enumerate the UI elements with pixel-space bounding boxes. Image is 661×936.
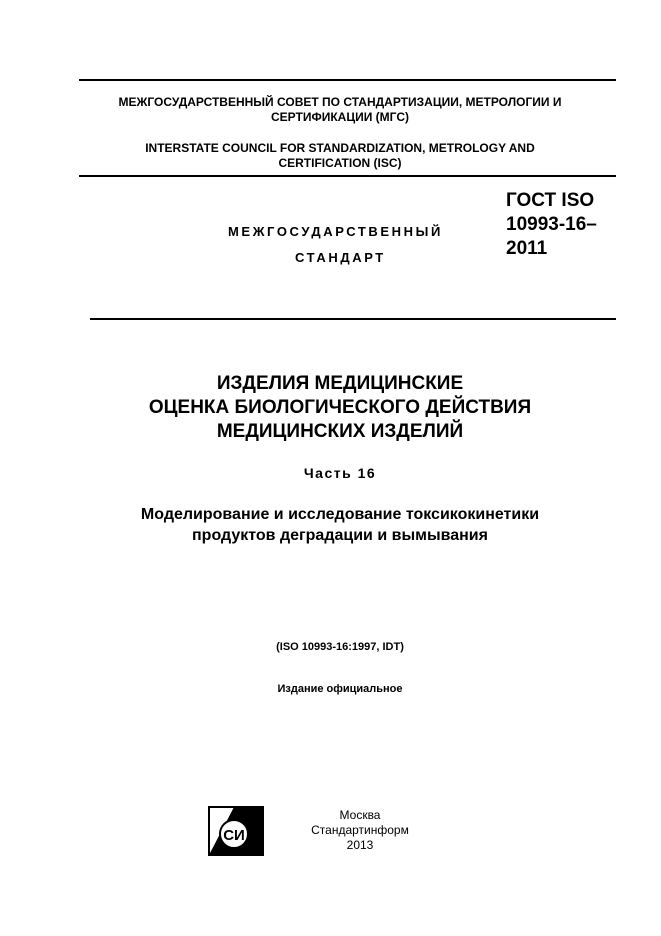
section-rule xyxy=(90,318,616,320)
publisher-year: 2013 xyxy=(346,838,374,852)
council-ru-line-2: СЕРТИФИКАЦИИ (МГС) xyxy=(271,110,409,124)
publisher-block xyxy=(300,808,420,853)
council-en-line-2: CERTIFICATION (ISC) xyxy=(278,156,402,170)
standard-designation xyxy=(506,189,626,261)
standard-label-line-2: СТАНДАРТ xyxy=(295,250,386,265)
designation-line-1: ГОСТ ISO xyxy=(506,190,595,211)
council-name-en xyxy=(80,141,600,171)
publisher-city: Москва xyxy=(339,808,381,822)
council-name-ru xyxy=(80,95,600,125)
part-number: Часть 16 xyxy=(303,465,377,481)
header-rule xyxy=(79,175,616,177)
title-line-1: ИЗДЕЛИЯ МЕДИЦИНСКИЕ xyxy=(216,373,464,394)
title-line-3: МЕДИЦИНСКИХ ИЗДЕЛИЙ xyxy=(216,421,464,442)
subtitle-line-2: продуктов деградации и вымывания xyxy=(192,527,488,544)
title-line-2: ОЦЕНКА БИОЛОГИЧЕСКОГО ДЕЙСТВИЯ xyxy=(148,397,532,418)
designation-line-3: 2011 xyxy=(506,238,548,259)
edition-note: Издание официальное xyxy=(277,683,403,695)
standard-label-line-1: МЕЖГОСУДАРСТВЕННЫЙ xyxy=(228,224,443,239)
iso-reference: (ISO 10993-16:1997, IDT) xyxy=(276,641,404,653)
document-subtitle xyxy=(60,504,620,546)
designation-line-2: 10993-16– xyxy=(506,214,597,235)
top-rule xyxy=(79,79,616,81)
subtitle-line-1: Моделирование и исследование токсикокинетики xyxy=(140,506,540,523)
standartinform-logo-icon xyxy=(208,806,264,856)
council-ru-line-1: МЕЖГОСУДАРСТВЕННЫЙ СОВЕТ ПО СТАНДАРТИЗАЦИИ, МЕТРОЛОГИИ И xyxy=(118,95,562,109)
publisher-name: Стандартинформ xyxy=(311,823,409,837)
document-title xyxy=(60,372,620,444)
logo-letters: СИ xyxy=(223,827,245,844)
council-en-line-1: INTERSTATE COUNCIL FOR STANDARDIZATION, METROLOGY AND xyxy=(145,141,535,155)
